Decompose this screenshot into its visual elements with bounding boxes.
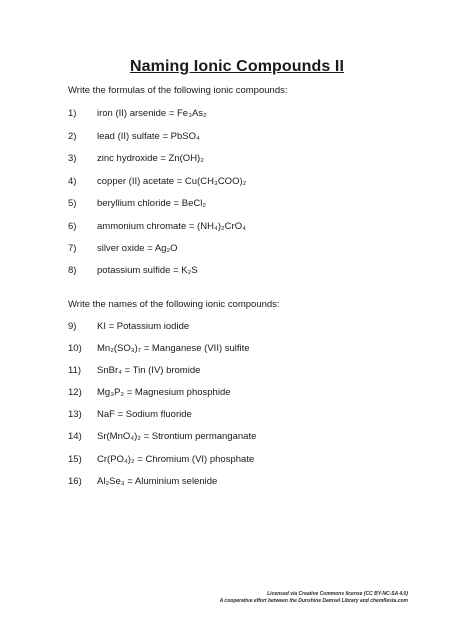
question-number: 10) (68, 343, 82, 354)
question-number: 16) (68, 476, 82, 487)
question-answer: Al₂Se₃ = Aluminium selenide (97, 476, 218, 487)
question-number: 1) (68, 108, 77, 119)
question-answer: Cr(PO₄)₂ = Chromium (VI) phosphate (97, 454, 255, 465)
question-number: 6) (68, 221, 77, 232)
question-answer: zinc hydroxide = Zn(OH)₂ (97, 153, 204, 164)
question-answer: ammonium chromate = (NH₄)₂CrO₄ (97, 221, 246, 232)
question-number: 5) (68, 198, 77, 209)
question-number: 13) (68, 409, 82, 420)
question-answer: Mg₃P₂ = Magnesium phosphide (97, 387, 231, 398)
question-number: 15) (68, 454, 82, 465)
page-title: Naming Ionic Compounds II (129, 58, 345, 75)
question-number: 7) (68, 243, 77, 254)
question-answer: SnBr₄ = Tin (IV) bromide (97, 365, 201, 376)
question-number: 12) (68, 387, 82, 398)
question-answer: KI = Potassium iodide (97, 321, 190, 332)
question-number: 11) (68, 365, 82, 376)
question-number: 9) (68, 321, 77, 332)
license-footer: Licensed via Creative Commons license (CC BY-NC-SA 4.0) (267, 591, 408, 597)
section-2-instruction: Write the names of the following ionic compounds: (68, 299, 280, 310)
question-number: 2) (68, 131, 77, 142)
question-number: 4) (68, 176, 77, 187)
question-answer: Sr(MnO₄)₂ = Strontium permanganate (97, 431, 257, 442)
question-number: 14) (68, 431, 82, 442)
question-number: 3) (68, 153, 77, 164)
question-answer: copper (II) acetate = Cu(CH₃COO)₂ (97, 176, 247, 187)
question-answer: NaF = Sodium fluoride (97, 409, 192, 420)
question-answer: silver oxide = Ag₂O (97, 243, 178, 254)
question-number: 8) (68, 265, 77, 276)
question-answer: lead (II) sulfate = PbSO₄ (97, 131, 200, 142)
attribution-footer: A cooperative effort between the Dunshine Damsel Library and chemfiesta.com (219, 598, 408, 604)
question-answer: potassium sulfide = K₂S (97, 265, 198, 276)
question-answer: Mn₂(SO₃)₇ = Manganese (VII) sulfite (97, 343, 250, 354)
question-answer: beryllium chloride = BeCl₂ (97, 198, 207, 209)
question-answer: iron (II) arsenide = Fe₃As₂ (97, 108, 207, 119)
section-1-instruction: Write the formulas of the following ionic compounds: (68, 85, 288, 96)
